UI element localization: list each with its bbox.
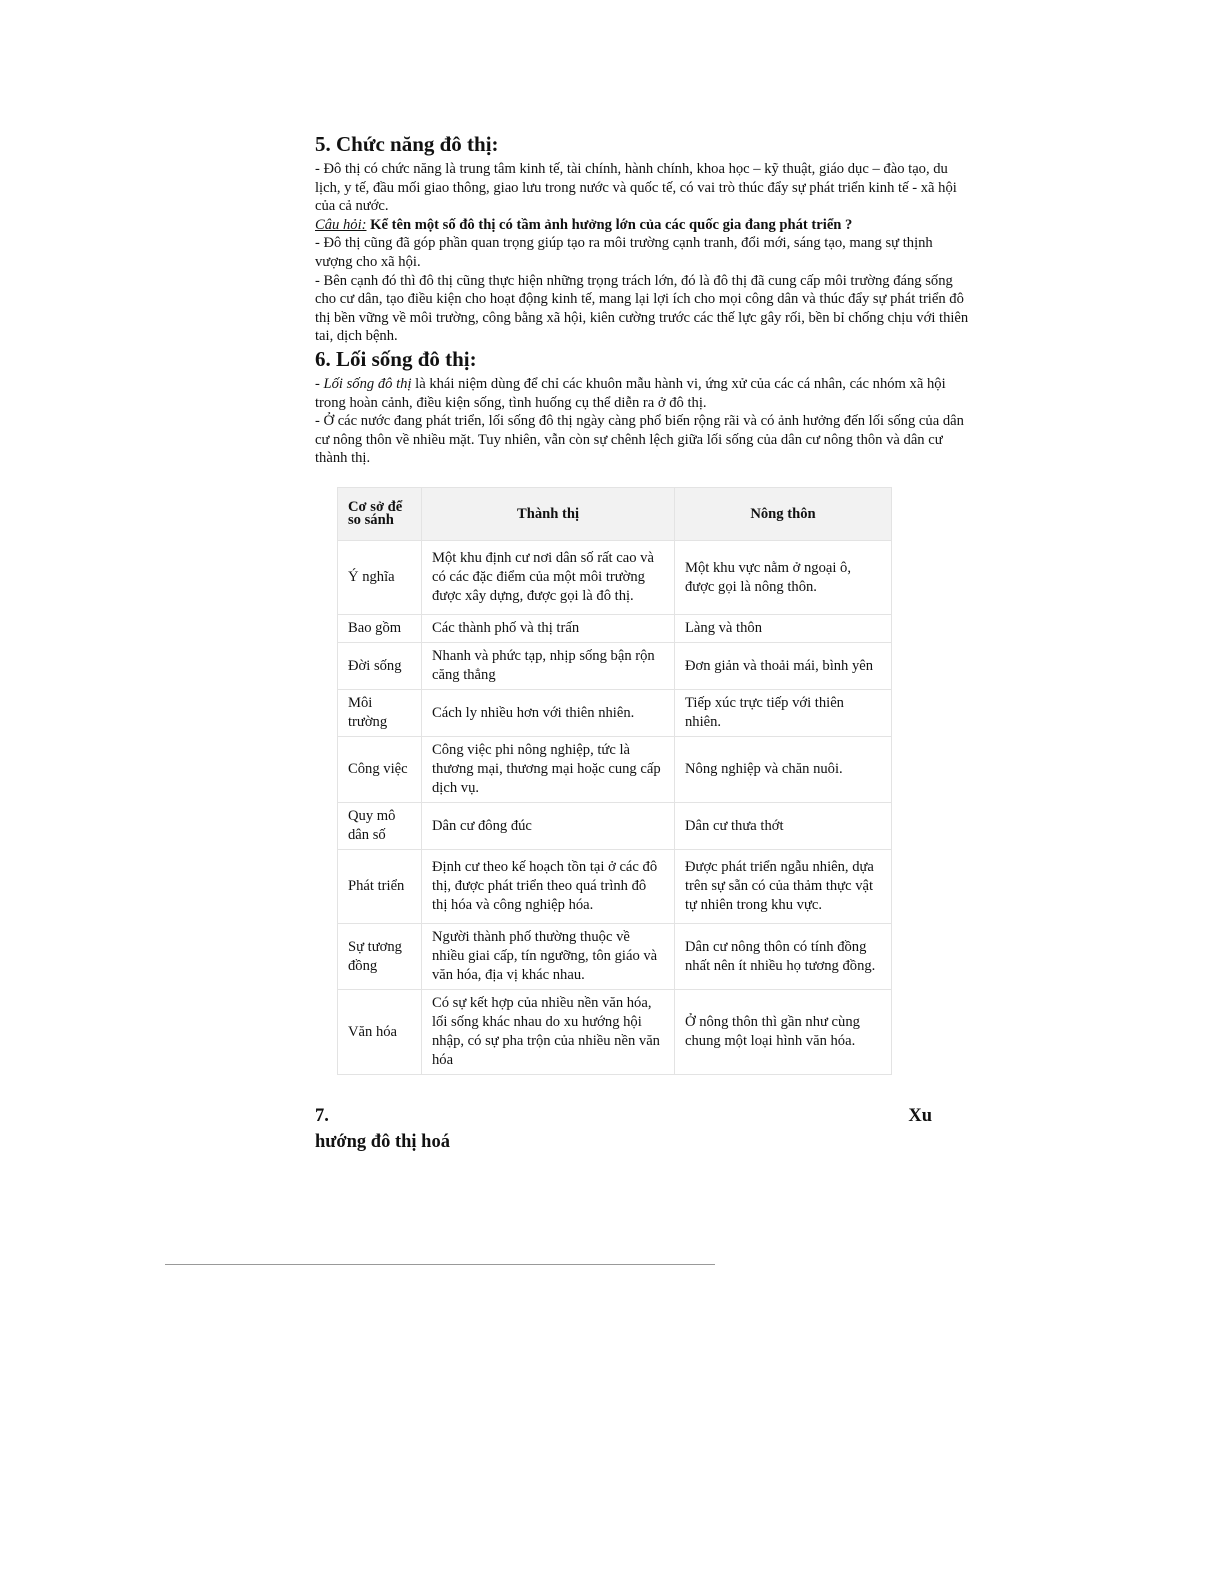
table-row [338, 850, 892, 924]
question-text: Kể tên một số đô thị có tầm ảnh hưởng lớn của các quốc gia đang phát triển ? [366, 216, 853, 233]
urban-cell: Một khu định cư nơi dân số rất cao và có các đặc điểm của một môi trường được xây dựng, được gọi là đô thị. [422, 541, 675, 615]
section-5-paragraph-3: - Bên cạnh đó thì đô thị cũng thực hiện những trọng trách lớn, đó là đô thị đã cung cấp môi trường đáng sống cho cư dân, tạo điều kiện cho hoạt động kinh tế, mang lại lợi ích cho mọi công dân và thúc đẩy sự phát triển đô thị bền vững về môi trường, công bằng xã hội, kiên cường trước các thế lực gây rối, bền bỉ chống chịu với thiên tai, dịch bệnh. [315, 272, 969, 345]
term-loi-song-do-thi: Lối sống đô thị [323, 375, 412, 392]
section-6-title: 6. Lối sống đô thị: [315, 346, 477, 371]
row-label: Văn hóa [338, 990, 422, 1075]
row-label: Phát triển [338, 850, 422, 924]
section-7-title-rest: hướng đô thị hoá [315, 1132, 450, 1152]
rural-cell: Dân cư nông thôn có tính đồng nhất nên ít nhiều họ tương đồng. [675, 924, 892, 990]
rural-cell: Đơn giản và thoải mái, bình yên [675, 643, 892, 690]
row-label: Môi trường [338, 690, 422, 737]
header-urban: Thành thị [422, 488, 675, 541]
section-7-title-start: Xu [908, 1106, 932, 1126]
header-rural: Nông thôn [675, 488, 892, 541]
section-5-question [315, 216, 970, 235]
table-row [338, 643, 892, 690]
rural-cell: Tiếp xúc trực tiếp với thiên nhiên. [675, 690, 892, 737]
page-content [315, 131, 970, 468]
section-5-paragraph-1: - Đô thị có chức năng là trung tâm kinh tế, tài chính, hành chính, khoa học – kỹ thuật, giáo dục – đào tạo, du lịch, y tế, đầu mối giao thông, giao lưu trong nước và quốc tế, có vai trò thúc đẩy sự phát triển kinh tế - xã hội của cả nước. [315, 161, 957, 215]
urban-cell: Người thành phố thường thuộc về nhiều giai cấp, tín ngưỡng, tôn giáo và văn hóa, địa vị khác nhau. [422, 924, 675, 990]
section-6-paragraph-2: - Ở các nước đang phát triển, lối sống đô thị ngày càng phổ biến rộng rãi và có ảnh hưởng đến lối sống của dân cư nông thôn về nhiều mặt. Tuy nhiên, vẫn còn sự chênh lệch giữa lối sống của dân cư nông thôn và dân cư thành thị. [315, 413, 964, 467]
rural-cell: Ở nông thôn thì gần như cùng chung một loại hình văn hóa. [675, 990, 892, 1075]
row-label: Ý nghĩa [338, 541, 422, 615]
table-row [338, 690, 892, 737]
table-row [338, 541, 892, 615]
header-basis: Cơ sở để so sánh [338, 488, 422, 541]
row-label: Quy mô dân số [338, 803, 422, 850]
section-7-number: 7. [315, 1106, 329, 1126]
table-row [338, 990, 892, 1075]
rural-cell: Làng và thôn [675, 615, 892, 643]
table-row [338, 803, 892, 850]
row-label: Bao gồm [338, 615, 422, 643]
table-row [338, 924, 892, 990]
urban-cell: Nhanh và phức tạp, nhịp sống bận rộn căng thẳng [422, 643, 675, 690]
rural-cell: Dân cư thưa thớt [675, 803, 892, 850]
urban-cell: Dân cư đông đúc [422, 803, 675, 850]
rural-cell: Được phát triển ngẫu nhiên, dựa trên sự sẵn có của thảm thực vật tự nhiên trong khu vực. [675, 850, 892, 924]
dash: - [315, 375, 324, 392]
urban-cell: Có sự kết hợp của nhiều nền văn hóa, lối sống khác nhau do xu hướng hội nhập, có sự pha trộn của nhiều nền văn hóa [422, 990, 675, 1075]
row-label: Đời sống [338, 643, 422, 690]
table-header-row [338, 488, 892, 541]
table-row [338, 737, 892, 803]
section-6-paragraph-1 [315, 375, 970, 412]
definition-text: là khái niệm dùng để chỉ các khuôn mẫu hành vi, ứng xử của các cá nhân, các nhóm xã hội trong hoàn cảnh, điều kiện sống, tình huống cụ thể diễn ra ở đô thị. [315, 375, 946, 411]
row-label: Công việc [338, 737, 422, 803]
urban-cell: Các thành phố và thị trấn [422, 615, 675, 643]
urban-cell: Định cư theo kế hoạch tồn tại ở các đô thị, được phát triển theo quá trình đô thị hóa và công nghiệp hóa. [422, 850, 675, 924]
section-5-title: 5. Chức năng đô thị: [315, 132, 499, 156]
rural-cell: Nông nghiệp và chăn nuôi. [675, 737, 892, 803]
section-5-paragraph-2: - Đô thị cũng đã góp phần quan trọng giúp tạo ra môi trường cạnh tranh, đổi mới, sáng tạo, mang sự thịnh vượng cho xã hội. [315, 235, 933, 270]
table-row [338, 615, 892, 643]
urban-cell: Công việc phi nông nghiệp, tức là thương mại, thương mại hoặc cung cấp dịch vụ. [422, 737, 675, 803]
comparison-table-wrapper [337, 487, 892, 1075]
question-label: Câu hỏi: [315, 216, 367, 233]
rural-cell: Một khu vực nằm ở ngoại ô, được gọi là nông thôn. [675, 541, 892, 615]
urban-cell: Cách ly nhiều hơn với thiên nhiên. [422, 690, 675, 737]
footer-divider [165, 1264, 715, 1265]
row-label: Sự tương đồng [338, 924, 422, 990]
comparison-table [337, 487, 892, 1075]
